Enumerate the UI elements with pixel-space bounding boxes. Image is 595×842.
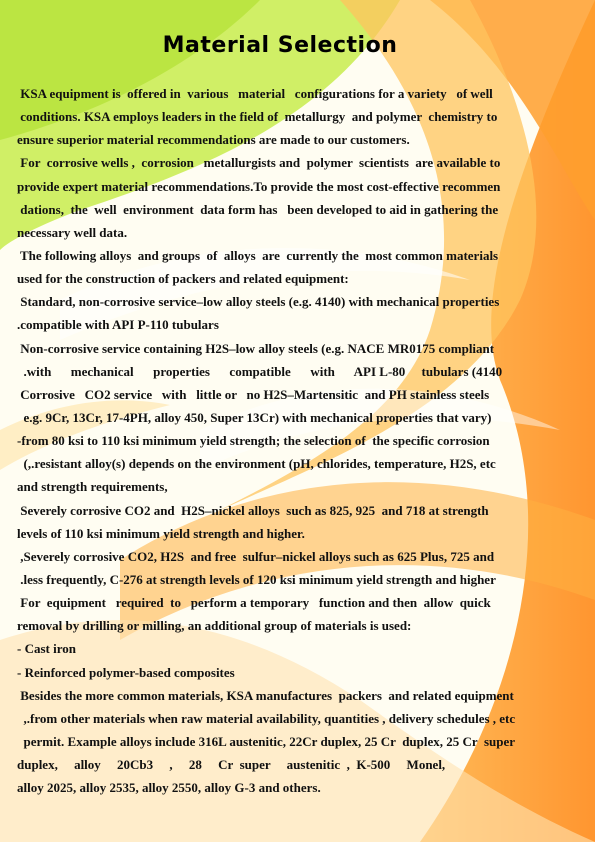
text-line: e.g. 9Cr, 13Cr, 17-4PH, alloy 450, Super 13Cr) with mechanical properties that vary) xyxy=(17,409,492,425)
text-line: Standard, non-corrosive service–low alloy steels (e.g. 4140) with mechanical properties xyxy=(17,294,500,310)
text-line: used for the construction of packers and related equipment: xyxy=(17,271,349,287)
text-line: .compatible with API P-110 tubulars xyxy=(17,317,219,333)
text-line: -from 80 ksi to 110 ksi minimum yield strength; the selection of the specific corrosion xyxy=(17,433,490,449)
text-line: provide expert material recommendations.To provide the most cost-effective recommen xyxy=(17,178,501,194)
text-line: permit. Example alloys include 316L austenitic, 22Cr duplex, 25 Cr duplex, 25 Cr super xyxy=(17,733,516,749)
text-line: KSA equipment is offered in various material configurations for a variety of well xyxy=(17,86,493,101)
text-line: Severely corrosive CO2 and H2S–nickel alloys such as 825, 925 and 718 at strength xyxy=(17,502,489,518)
text-line: .with mechanical properties compatible with API L-80 tubulars (4140 xyxy=(17,363,503,379)
text-line: necessary well data. xyxy=(17,224,128,240)
text-line: .less frequently, C-276 at strength levels of 120 ksi minimum yield strength and higher xyxy=(17,571,496,587)
text-line: (,.resistant alloy(s) depends on the environment (pH, chlorides, temperature, H2S, etc xyxy=(17,456,496,472)
text-line: ,.from other materials when raw material availability, quantities , delivery schedules , etc xyxy=(17,710,516,726)
text-line: Besides the more common materials, KSA manufactures packers and related equipment xyxy=(17,687,514,703)
text-line: ensure superior material recommendations are made to our customers. xyxy=(17,132,410,148)
text-line: Corrosive CO2 service with little or no H2S–Martensitic and PH stainless steels xyxy=(17,386,490,402)
text-line: For corrosive wells , corrosion metallurgists and polymer scientists are available to xyxy=(17,155,501,171)
text-line: and strength requirements, xyxy=(17,479,168,495)
text-line: For equipment required to perform a temporary function and then allow quick xyxy=(17,595,491,611)
text-line: Non-corrosive service containing H2S–low alloy steels (e.g. NACE MR0175 compliant xyxy=(17,340,495,356)
text-line: - Reinforced polymer-based composites xyxy=(17,664,235,680)
text-line: alloy 2025, alloy 2535, alloy 2550, alloy G-3 and others. xyxy=(17,780,321,796)
text-line: ,Severely corrosive CO2, H2S and free sulfur–nickel alloys such as 625 Plus, 725 and xyxy=(17,548,495,564)
page-title: Material Selection xyxy=(162,33,398,58)
body-text xyxy=(17,82,595,799)
text-line: levels of 110 ksi minimum yield strength and higher. xyxy=(17,525,305,541)
text-line: conditions. KSA employs leaders in the field of metallurgy and polymer chemistry to xyxy=(17,109,498,125)
text-line: dations, the well environment data form has been developed to aid in gathering the xyxy=(17,201,499,217)
text-line: - Cast iron xyxy=(17,641,76,657)
text-line: The following alloys and groups of alloys are currently the most common materials xyxy=(17,247,499,263)
text-line: duplex, alloy 20Cb3 , 28 Cr super austenitic , K-500 Monel, xyxy=(17,757,446,773)
text-line: removal by drilling or milling, an additional group of materials is used: xyxy=(17,618,412,634)
